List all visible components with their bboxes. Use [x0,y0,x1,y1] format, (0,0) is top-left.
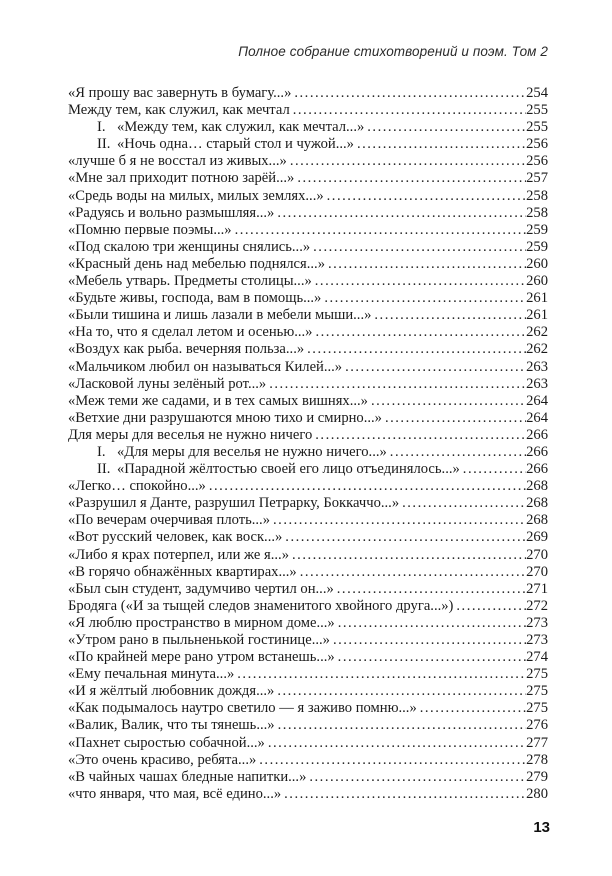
dot-leader [463,461,526,478]
toc-entry-page-number: 270 [526,563,548,580]
toc-entry-title: «По вечерам очерчивая плоть...» [68,512,271,529]
toc-entry-page-number: 266 [526,443,548,460]
toc-entry [68,564,548,581]
toc-entry-page-number: 260 [526,255,548,272]
toc-entry-title: «Легко… спокойно...» [68,478,206,495]
toc-entry-page-number: 256 [526,136,548,153]
toc-entry-page-number: 272 [526,597,548,614]
dot-leader [371,393,526,410]
toc-entry [68,427,548,444]
toc-entry-title: «Между тем, как служил, как мечтал...» [117,119,365,136]
toc-entry-page-number: 276 [526,717,548,734]
toc-entry-page-number: 258 [526,187,548,204]
dot-leader [277,205,526,222]
toc-entry-page-number: 268 [526,478,548,495]
toc-entry-title: «Это очень красиво, ребята...» [68,751,257,768]
toc-entry-title: «Разрушил я Данте, разрушил Петрарку, Боккаччо...» [68,495,400,512]
toc-entry-title: «что января, что мая, всё едино...» [68,785,282,802]
dot-leader [284,786,526,803]
dot-leader [333,632,526,649]
toc-entry-title: «В чайных чашах бледные напитки...» [68,768,307,785]
toc-entry-title: «Под скалою три женщины снялись...» [68,238,311,255]
toc-entry-numeral: I. [97,119,106,136]
dot-leader [278,717,527,734]
dot-leader [315,273,526,290]
toc-entry-page-number: 264 [526,409,548,426]
toc-entry-title: «Я прошу вас завернуть в бумагу...» [68,85,292,101]
toc-entry [68,376,548,393]
toc-entry-page-number: 275 [526,666,548,683]
toc-entry [68,273,548,290]
toc-entry [68,495,548,512]
toc-list [68,85,548,803]
toc-entry-page-number: 256 [526,153,548,170]
dot-leader [293,102,526,119]
dot-leader [337,581,526,598]
toc-entry-numeral: II. [97,136,111,153]
toc-entry-title: «Утром рано в пыльненькой гостинице...» [68,632,330,648]
dot-leader [269,376,526,393]
dot-leader [297,170,526,187]
toc-entry-title: «Как подымалось наутро светило — я заживо помню...» [68,700,417,717]
toc-entry-page-number: 280 [526,785,548,802]
toc-entry-page-number: 254 [526,85,548,101]
running-header: Полное собрание стихотворений и поэм. Том 2 [238,44,548,59]
toc-entry-numeral: I. [97,443,106,460]
toc-entry [68,359,548,376]
toc-entry [68,188,548,205]
dot-leader [285,529,526,546]
toc-entry-title: Между тем, как служил, как мечтал [68,102,290,119]
toc-entry-page-number: 261 [526,307,548,324]
toc-entry [68,290,548,307]
toc-entry [68,205,548,222]
dot-leader [237,666,526,683]
toc-entry-title: «Меж теми же садами, и в тех самых вишнях...» [68,392,368,409]
toc-entry-title: «В горячо обнажённых квартирах...» [68,563,297,580]
toc-entry-title: «Радуясь и вольно размышляя...» [68,204,275,221]
toc-entry [68,444,548,461]
toc-entry [68,341,548,358]
dot-leader [338,649,526,666]
toc-entry-title: «На то, что я сделал летом и осенью...» [68,324,313,341]
toc-entry [68,598,548,615]
toc-entry-title: «Ночь одна… старый стол и чужой...» [117,136,354,153]
toc-entry-title: «Мне зал приходит потною зарёй...» [68,170,295,187]
toc-entry [68,170,548,187]
toc-entry-title: «Ему печальная минута...» [68,666,235,683]
toc-entry [68,153,548,170]
toc-entry [68,529,548,546]
toc-entry-title: «Валик, Валик, что ты тянешь...» [68,717,275,734]
toc-entry-page-number: 255 [526,102,548,119]
dot-leader [209,478,526,495]
toc-entry-title: «Средь воды на милых, милых землях...» [68,187,324,204]
dot-leader [420,700,526,717]
dot-leader [327,188,526,205]
toc-entry-page-number: 263 [526,358,548,375]
toc-entry-page-number: 268 [526,512,548,529]
dot-leader [338,615,526,632]
toc-entry-page-number: 257 [526,170,548,187]
toc-entry [68,769,548,786]
toc-entry [68,683,548,700]
toc-entry-title: «Помню первые поэмы...» [68,221,232,238]
toc-entry-page-number: 271 [526,580,548,597]
page-number: 13 [533,819,550,836]
toc-entry [68,581,548,598]
toc-entry-page-number: 261 [526,290,548,307]
dot-leader [315,324,526,341]
toc-entry-page-number: 259 [526,238,548,255]
dot-leader [385,410,526,427]
dot-leader [328,256,526,273]
dot-leader [235,222,527,239]
toc-entry-page-number: 273 [526,632,548,648]
toc-entry-page-number: 262 [526,324,548,341]
toc-entry [68,478,548,495]
toc-entry [68,752,548,769]
toc-entry-page-number: 259 [526,221,548,238]
toc-entry-title: Бродяга («И за тыщей следов знаменитого хвойного друга...») [68,597,454,614]
toc-entry-page-number: 255 [526,119,548,136]
dot-leader [374,307,526,324]
toc-entry-page-number: 275 [526,700,548,717]
dot-leader [290,153,526,170]
toc-entry [68,649,548,666]
toc-entry-page-number: 278 [526,751,548,768]
toc-entry-page-number: 266 [526,426,548,443]
toc-entry-page-number: 269 [526,529,548,546]
toc-entry-title: «Я люблю пространство в мирном доме...» [68,614,335,631]
toc-entry [68,85,548,102]
toc-entry [68,786,548,803]
toc-entry [68,700,548,717]
toc-entry-title: «Парадной жёлтостью своей его лицо отъединялось...» [117,461,460,478]
toc-entry [68,119,548,136]
toc-entry-title: «Будьте живы, господа, вам в помощь...» [68,290,322,307]
dot-leader [300,564,526,581]
toc-entry [68,324,548,341]
toc-entry-title: Для меры для веселья не нужно ничего [68,426,313,443]
toc-entry [68,735,548,752]
toc-entry-page-number: 277 [526,734,548,751]
toc-entry-title: «Пахнет сыростью собачной...» [68,734,265,751]
toc-entry [68,393,548,410]
dot-leader [309,769,526,786]
toc-entry [68,136,548,153]
toc-entry [68,632,548,649]
toc-entry [68,410,548,427]
dot-leader [390,444,526,461]
toc-entry [68,547,548,564]
toc-entry-page-number: 266 [526,461,548,478]
toc-entry-title: «лучше б я не восстал из живых...» [68,153,287,170]
toc-entry [68,512,548,529]
toc-entry [68,615,548,632]
dot-leader [277,683,526,700]
toc-entry [68,239,548,256]
toc-entry-title: «Был сын студент, задумчиво чертил он...» [68,580,334,597]
toc-entry-title: «И я жёлтый любовник дождя...» [68,683,275,700]
toc-entry-page-number: 270 [526,546,548,563]
dot-leader [268,735,526,752]
toc-entry-page-number: 275 [526,683,548,700]
toc-entry-title: «Воздух как рыба. вечерняя польза...» [68,341,305,358]
toc-entry-numeral: II. [97,461,111,478]
dot-leader [367,119,526,136]
dot-leader [315,427,526,444]
toc-entry-page-number: 262 [526,341,548,358]
dot-leader [294,85,526,102]
toc-entry-page-number: 258 [526,204,548,221]
toc-entry-title: «Либо я крах потерпел, или же я...» [68,546,290,563]
toc-entry-title: «Мебель утварь. Предметы столицы...» [68,273,312,290]
dot-leader [273,512,526,529]
toc-entry [68,307,548,324]
toc-entry [68,461,548,478]
toc-entry-title: «Вот русский человек, как воск...» [68,529,283,546]
dot-leader [313,239,526,256]
toc-entry-page-number: 260 [526,273,548,290]
dot-leader [345,359,526,376]
dot-leader [307,341,526,358]
toc-entry-title: «По крайней мере рано утром встанешь...» [68,649,335,666]
toc-entry-title: «Красный день над мебелью поднялся...» [68,255,325,272]
toc-entry-title: «Были тишина и лишь лазали в мебели мыши...» [68,307,372,324]
toc-entry-page-number: 279 [526,768,548,785]
dot-leader [259,752,526,769]
dot-leader [402,495,526,512]
dot-leader [456,598,526,615]
toc-entry [68,102,548,119]
toc-entry-page-number: 263 [526,375,548,392]
dot-leader [292,547,526,564]
toc-entry-page-number: 268 [526,495,548,512]
toc-entry [68,666,548,683]
toc-entry-page-number: 273 [526,614,548,631]
toc-entry-title: «Ласковой луны зелёный рот...» [68,375,267,392]
toc-entry-page-number: 274 [526,649,548,666]
toc-entry [68,256,548,273]
toc-entry-title: «Для меры для веселья не нужно ничего...» [117,443,387,460]
toc-entry-page-number: 264 [526,392,548,409]
toc-entry-title: «Мальчиком любил он называться Килей...» [68,358,343,375]
dot-leader [357,136,526,153]
toc-entry-title: «Ветхие дни разрушаются мною тихо и смирно...» [68,409,382,426]
toc-entry [68,222,548,239]
toc-entry [68,717,548,734]
dot-leader [324,290,526,307]
